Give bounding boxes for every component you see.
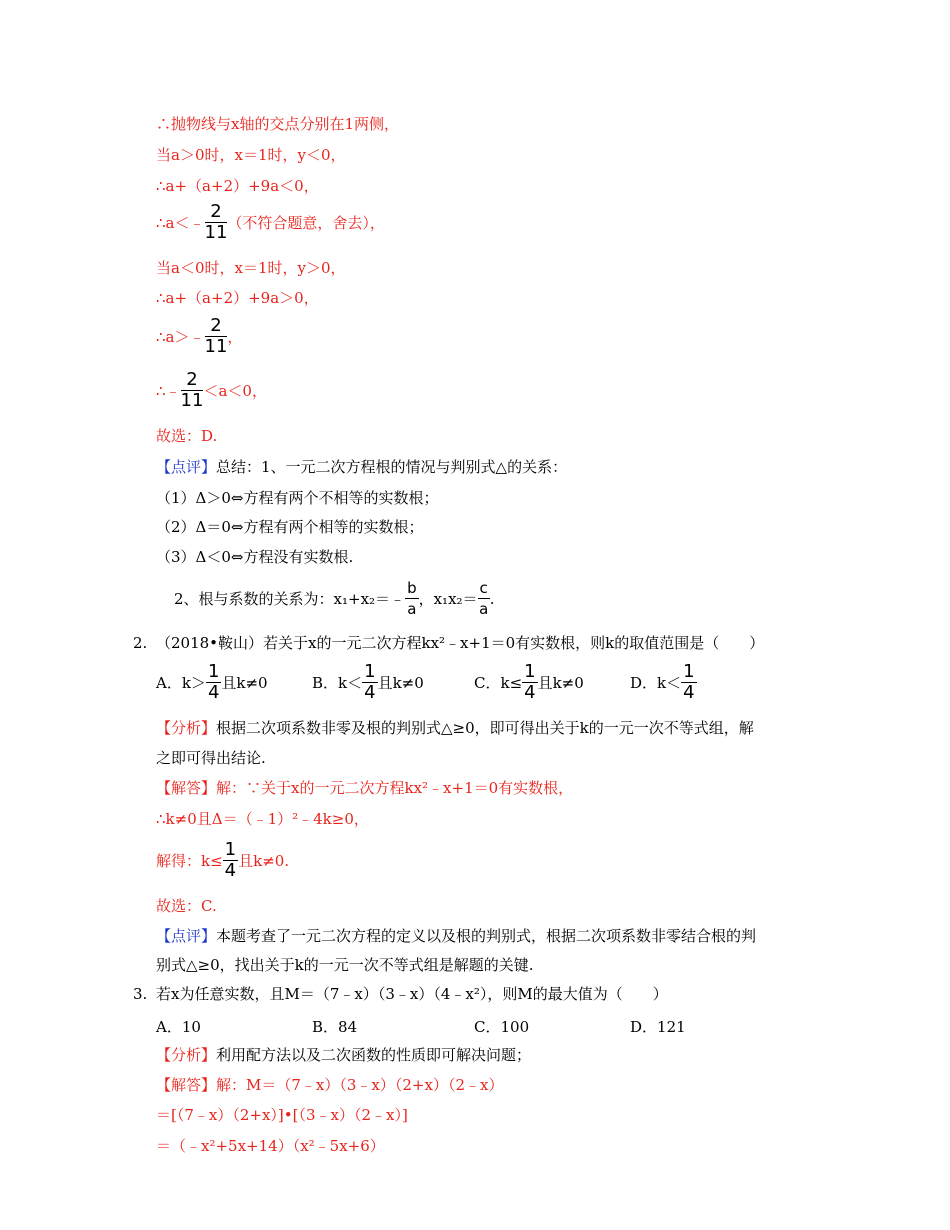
analysis-tag: 【分析】: [156, 719, 217, 737]
fraction: $\frac{1}{4}$: [364, 661, 376, 703]
solution-line: ∴a+（a+2）+9a＞0，: [156, 289, 319, 307]
option-d: D．121: [630, 1018, 686, 1036]
comment-line: 【点评】本题考查了一元二次方程的定义以及根的判别式，根据二次项系数非零结合根的判: [156, 927, 757, 945]
answer-line: 【解答】解：M＝（7﹣x）（3﹣x）（2+x）（2﹣x）: [156, 1076, 504, 1094]
solution-line-fraction: ∴a＜﹣ $\frac{2}{11}$ （不符合题意，舍去），: [156, 201, 385, 243]
fraction: $\frac{2}{11}$: [204, 201, 228, 243]
option-c: C．k≤ $\frac{1}{4}$ 且k≠0: [474, 661, 584, 703]
fraction: $\frac{2}{11}$: [204, 315, 228, 357]
option-d: D．k＜ $\frac{1}{4}$: [630, 661, 695, 703]
solution-line: 当a＜0时，x＝1时，y＞0，: [156, 259, 346, 277]
answer-tag: 【解答】: [156, 779, 217, 797]
option-b: B．84: [312, 1018, 358, 1036]
option-b: B．k＜ $\frac{1}{4}$ 且k≠0: [312, 661, 424, 703]
fraction: $\frac{c}{a}$: [479, 579, 489, 618]
comment-tag: 【点评】: [156, 458, 217, 476]
answer-line: 【解答】解：∵关于x的一元二次方程kx²﹣x+1＝0有实数根，: [156, 779, 574, 797]
analysis-tag: 【分析】: [156, 1046, 217, 1064]
option-c: C．100: [474, 1018, 530, 1036]
answer-tag: 【解答】: [156, 1076, 217, 1094]
comment-line: 别式△≥0，找出关于k的一元一次不等式组是解题的关键.: [156, 956, 534, 974]
fraction: $\frac{1}{4}$: [524, 661, 536, 703]
analysis-line: 【分析】根据二次项系数非零及根的判别式△≥0，即可得出关于k的一元一次不等式组，解: [156, 719, 754, 737]
analysis-line: 【分析】利用配方法以及二次函数的性质即可解决问题；: [156, 1046, 532, 1064]
question-stem: 若x为任意实数，且M＝（7﹣x）（3﹣x）（4﹣x²），则M的最大值为（ ）: [156, 985, 668, 1003]
fraction: $\frac{1}{4}$: [207, 661, 220, 703]
fraction: $\frac{b}{a}$: [407, 579, 417, 618]
comment-line: （2）Δ＝0⇔方程有两个相等的实数根；: [156, 518, 424, 536]
solution-line-fraction: ∴﹣ $\frac{2}{11}$ ＜a＜0，: [156, 369, 267, 411]
solution-line: 当a＞0时，x＝1时，y＜0，: [156, 146, 346, 164]
option-a: A．10: [156, 1018, 201, 1036]
answer-line: ＝（﹣x²+5x+14）（x²﹣5x+6）: [156, 1137, 385, 1155]
answer-line: 故选：D.: [156, 427, 218, 445]
comment-tag: 【点评】: [156, 927, 217, 945]
answer-line: ＝[（7﹣x）（2+x）]•[（3﹣x）（2﹣x）]: [156, 1106, 408, 1124]
comment-line: （1）Δ＞0⇔方程有两个不相等的实数根；: [156, 489, 439, 507]
fraction: $\frac{1}{4}$: [224, 839, 237, 881]
answer-line: ∴k≠0且Δ＝（﹣1）²﹣4k≥0，: [156, 810, 369, 828]
fraction: $\frac{1}{4}$: [683, 661, 695, 703]
answer-line: 故选：C.: [156, 897, 217, 915]
solution-line: ∴a+（a+2）+9a＜0，: [156, 177, 319, 195]
comment-line: （3）Δ＜0⇔方程没有实数根.: [156, 548, 354, 566]
comment-line-fraction: 2、根与系数的关系为：x₁+x₂＝﹣ $\frac{b}{a}$ ，x₁x₂＝ $\frac{c}{a}$ .: [174, 579, 495, 618]
fraction: $\frac{2}{11}$: [180, 369, 204, 411]
analysis-line: 之即可得出结论.: [156, 749, 266, 767]
question-number: 2.: [133, 634, 148, 652]
comment-line: 【点评】总结：1、一元二次方程根的情况与判别式△的关系：: [156, 458, 568, 476]
answer-line-fraction: 解得：k≤ $\frac{1}{4}$ 且k≠0.: [156, 839, 290, 881]
solution-line-fraction: ∴a＞﹣ $\frac{2}{11}$ ，: [156, 315, 243, 357]
question-stem: （2018•鞍山）若关于x的一元二次方程kx²﹣x+1＝0有实数根，则k的取值范围是（ ）: [156, 634, 765, 652]
option-a: A．k＞ $\frac{1}{4}$ 且k≠0: [156, 661, 268, 703]
question-number: 3.: [133, 985, 148, 1003]
solution-line: ∴抛物线与x轴的交点分别在1两侧，: [156, 115, 400, 133]
